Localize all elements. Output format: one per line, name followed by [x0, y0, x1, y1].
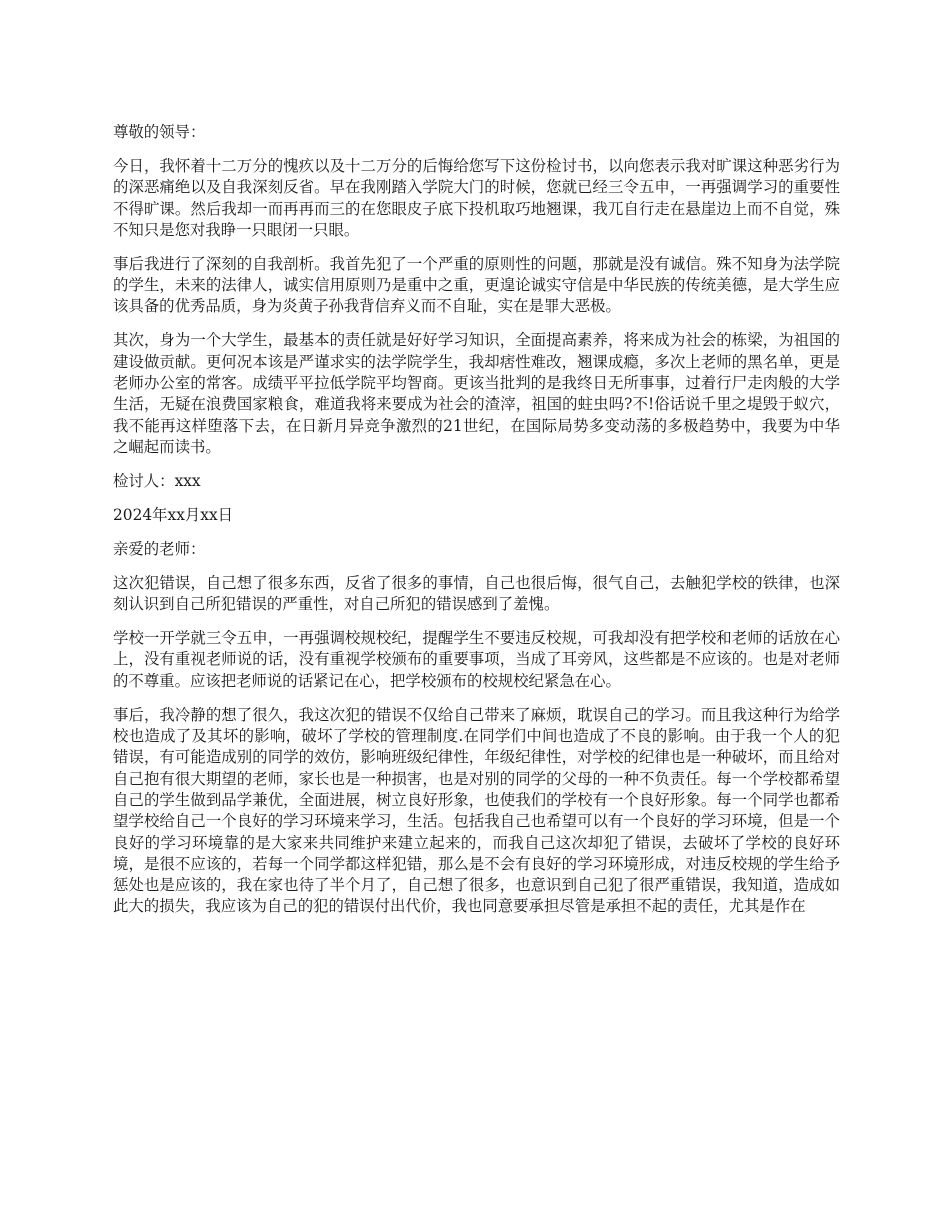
salutation-leader: 尊敬的领导： — [113, 123, 206, 141]
paragraph-consequences: 事后，我冷静的想了很久，我这次犯的错误不仅给自己带来了麻烦，耽误自己的学习。而且我这种行为给学校也造成了及其坏的影响，破坏了学校的管理制度.在同学们中间也造成了不良的影响。由于我一个人的犯错误，有可能造成别的同学的效仿，影响班级纪律性，年级纪律性，对学校的纪律也是一种破坏，而且给对自己抱有很大期望的老师，家长也是一种损害，也是对别的同学的父母的一种不负责任。每一个学校都希望自己的学生做到品学兼优，全面进展，树立良好形象，也使我们的学校有一个良好形象。每一个同学也都希望学校给自己一个良好的学习环境来学习，生活。包括我自己也希望可以有一个良好的学习环境，但是一个良好的学习环境靠的是大家来共同维护来建立起来的，而我自己这次却犯了错误，去破坏了学校的良好环境，是很不应该的，若每一个同学都这样犯错，那么是不会有良好的学习环境形成，对违反校规的学生给予惩处也是应该的，我在家也待了半个月了，自己想了很多，也意识到自己犯了很严重错误，我知道，造成如此大的损失，我应该为自己的犯的错误付出代价，我也同意要承担尽管是承担不起的责任，尤其是作在 — [113, 705, 840, 916]
salutation-teacher: 亲爱的老师： — [113, 539, 206, 558]
paragraph-apology-intro: 今日，我怀着十二万分的愧疚以及十二万分的后悔给您写下这份检讨书，以向您表示我对旷课这种恶劣行为的深恶痛绝以及自我深刻反省。早在我刚踏入学院大门的时候，您就已经三令五申，一再强调学习的重要性不得旷课。然后我却一而再再而三的在您眼皮子底下投机取巧地翘课，我兀自行走在悬崖边上而不自觉，殊不知只是您对我睁一只眼闭一只眼。 — [113, 156, 840, 239]
date-line: 2024年xx月xx日 — [113, 505, 234, 524]
signature-line: 检讨人：xxx — [113, 471, 201, 490]
paragraph-school-rules: 学校一开学就三令五申，一再强调校规校纪，提醒学生不要违反校规，可我却没有把学校和老师的话放在心上，没有重视老师说的话，没有重视学校颁布的重要事项，当成了耳旁风，这些都是不应该的。也是对老师的不尊重。应该把老师说的话紧记在心，把学校颁布的校规校纪紧急在心。 — [113, 629, 840, 690]
document-body — [113, 122, 840, 930]
paragraph-self-analysis: 事后我进行了深刻的自我剖析。我首先犯了一个严重的原则性的问题，那就是没有诚信。殊不知身为法学院的学生，未来的法律人，诚实信用原则乃是重中之重，更遑论诚实守信是中华民族的传统美德，是大学生应该具备的优秀品质，身为炎黄子孙我背信弃义而不自耻，实在是罪大恶极。 — [113, 254, 840, 316]
paragraph-reflection: 这次犯错误，自己想了很多东西，反省了很多的事情，自己也很后悔，很气自己，去触犯学校的铁律，也深刻认识到自己所犯错误的严重性，对自己所犯的错误感到了羞愧。 — [113, 573, 840, 614]
paragraph-responsibility: 其次，身为一个大学生，最基本的责任就是好好学习知识，全面提高素养，将来成为社会的栋梁，为祖国的建设做贡献。更何况本该是严谨求实的法学院学生，我却痞性难改，翘课成瘾，多次上老师的黑名单，更是老师办公室的常客。成绩平平拉低学院平均智商。更该当批判的是我终日无所事事，过着行尸走肉般的大学生活，无疑在浪费国家粮食，难道我将来要成为社会的渣滓，祖国的蛀虫吗?不!俗话说千里之堤毁于蚁穴，我不能再这样堕落下去，在日新月异竞争激烈的21世纪，在国际局势多变动荡的多极趋势中，我要为中华之崛起而读书。 — [113, 331, 840, 456]
